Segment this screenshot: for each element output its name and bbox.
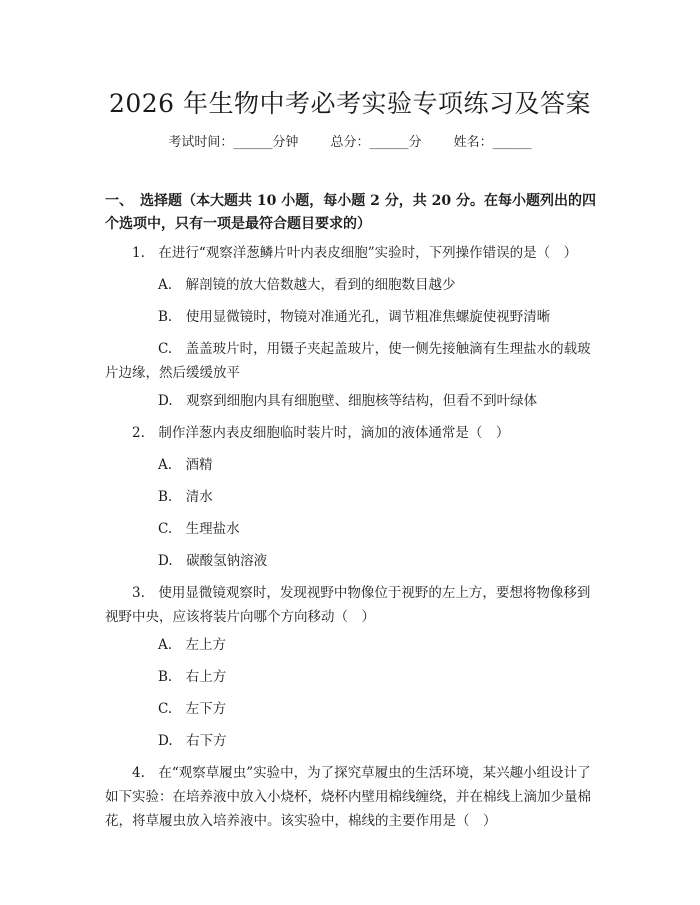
question-3-option-c: C. 左下方: [158, 701, 227, 717]
exam-time-field: 考试时间：______分钟: [168, 135, 299, 150]
question-2-stem: 2. 制作洋葱内表皮细胞临时装片时，滴加的液体通常是（ ）: [132, 425, 510, 441]
question-2-option-b: B. 清水: [158, 489, 213, 505]
exam-info-line: [0, 131, 700, 150]
question-2-option-d: D. 碳酸氢钠溶液: [158, 553, 268, 569]
student-name-field: 姓名：______: [453, 135, 532, 150]
question-3-option-d: D. 右下方: [158, 733, 227, 749]
question-3-option-b: B. 右上方: [158, 669, 227, 685]
question-1-option-a: A. 解剖镜的放大倍数越大，看到的细胞数目越少: [158, 277, 456, 293]
question-1-option-d: D. 观察到细胞内具有细胞壁、细胞核等结构，但看不到叶绿体: [158, 393, 538, 409]
question-1-option-c: C. 盖盖玻片时，用镊子夹起盖玻片，使一侧先接触滴有生理盐水的载玻片边缘，然后缓缓放平: [105, 341, 591, 381]
question-1-option-b: B. 使用显微镜时，物镜对准通光孔，调节粗准焦螺旋使视野清晰: [158, 309, 551, 325]
question-4-stem: 4. 在“观察草履虫”实验中，为了探究草履虫的生活环境，某兴趣小组设计了如下实验：在培养液中放入小烧杯，烧杯内壁用棉线缠绕，并在棉线上滴加少量棉花，将草履虫放入培养液中。该实验中，棉线的主要作用是（ ）: [105, 765, 591, 829]
question-2-option-c: C. 生理盐水: [158, 521, 240, 537]
question-3-option-a: A. 左上方: [158, 637, 227, 653]
question-1-stem: 1. 在进行“观察洋葱鳞片叶内表皮细胞”实验时，下列操作错误的是（ ）: [132, 245, 578, 261]
page-title: 2026 年生物中考必考实验专项练习及答案: [108, 89, 592, 118]
question-2-option-a: A. 酒精: [158, 457, 213, 473]
question-3-stem: 3. 使用显微镜观察时，发现视野中物像位于视野的左上方，要想将物像移到视野中央，应该将装片向哪个方向移动（ ）: [105, 585, 591, 625]
section-heading: 一、 选择题（本大题共 10 小题，每小题 2 分，共 20 分。在每小题列出的四个选项中，只有一项是最符合题目要求的）: [105, 193, 596, 232]
total-score-field: 总分：______分: [330, 135, 422, 150]
